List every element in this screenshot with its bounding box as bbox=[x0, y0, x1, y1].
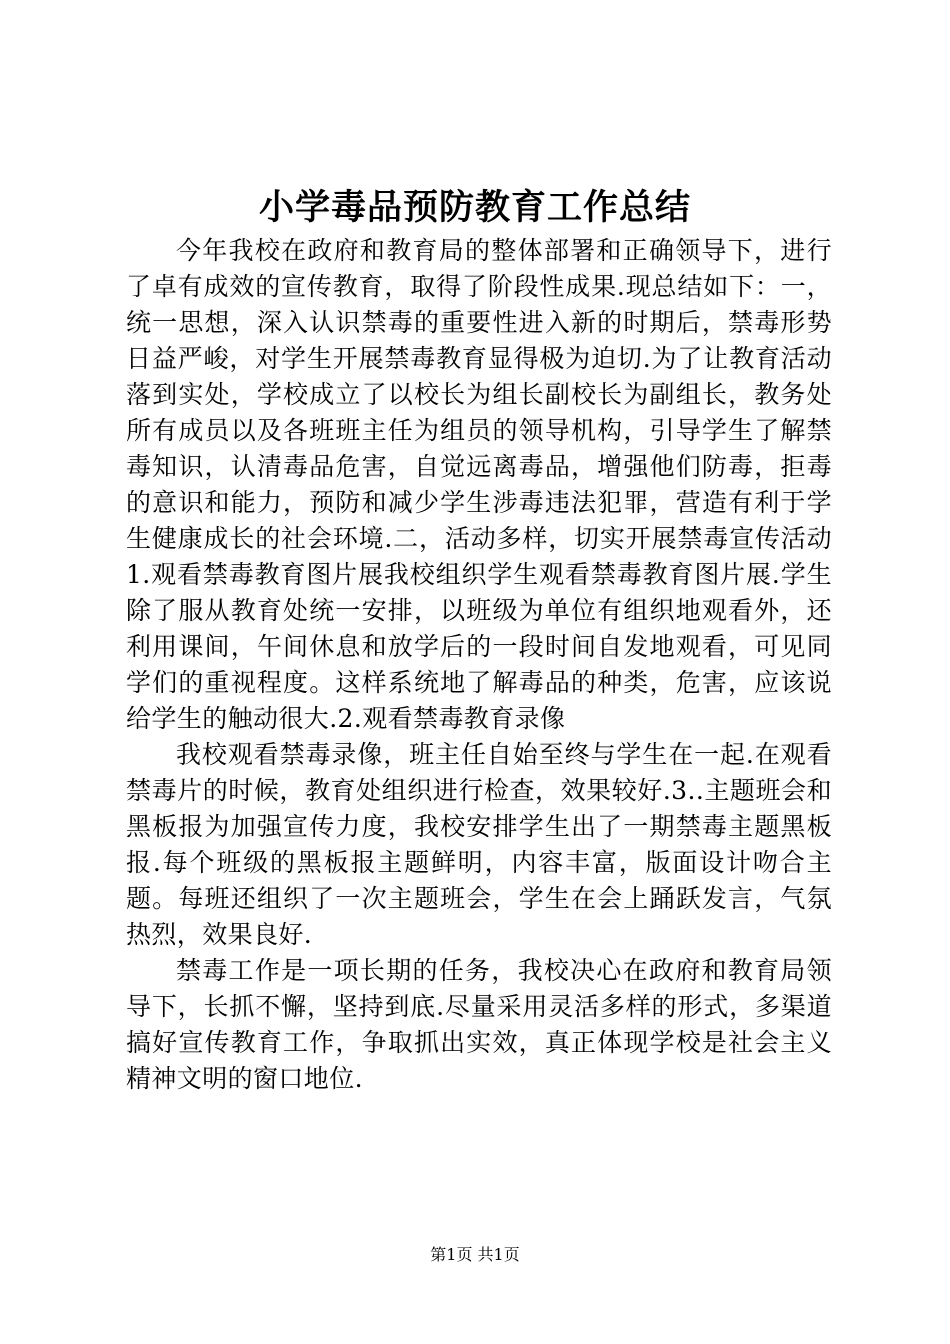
paragraph-2: 我校观看禁毒录像，班主任自始至终与学生在一起.在观看禁毒片的时候，教育处组织进行检查，效果较好.3..主题班会和黑板报为加强宣传力度，我校安排学生出了一期禁毒主题黑板报.每个班级的黑板报主题鲜明，内容丰富，版面设计吻合主题。每班还组织了一次主题班会，学生在会上踊跃发言，气氛热烈，效果良好. bbox=[126, 740, 832, 949]
paragraph-3: 禁毒工作是一项长期的任务，我校决心在政府和教育局领导下，长抓不懈，坚持到底.尽量采用灵活多样的形式，多渠道搞好宣传教育工作，争取抓出实效，真正体现学校是社会主义精神文明的窗口地位. bbox=[126, 956, 832, 1093]
document-title: 小学毒品预防教育工作总结 bbox=[258, 187, 691, 228]
document-body bbox=[126, 233, 832, 1097]
page-footer: 第1页 共1页 bbox=[430, 1245, 520, 1264]
paragraph-1: 今年我校在政府和教育局的整体部署和正确领导下，进行了卓有成效的宣传教育，取得了阶段性成果.现总结如下：一，统一思想，深入认识禁毒的重要性进入新的时期后，禁毒形势日益严峻，对学生开展禁毒教育显得极为迫切.为了让教育活动落到实处，学校成立了以校长为组长副校长为副组长，教务处所有成员以及各班班主任为组员的领导机构，引导学生了解禁毒知识，认清毒品危害，自觉远离毒品，增强他们防毒，拒毒的意识和能力，预防和减少学生涉毒违法犯罪，营造有利于学生健康成长的社会环境.二，活动多样，切实开展禁毒宣传活动1.观看禁毒教育图片展我校组织学生观看禁毒教育图片展.学生除了服从教育处统一安排，以班级为单位有组织地观看外，还利用课间，午间休息和放学后的一段时间自发地观看，可见同学们的重视程度。这样系统地了解毒品的种类，危害，应该说给学生的触动很大.2.观看禁毒教育录像 bbox=[126, 236, 832, 733]
